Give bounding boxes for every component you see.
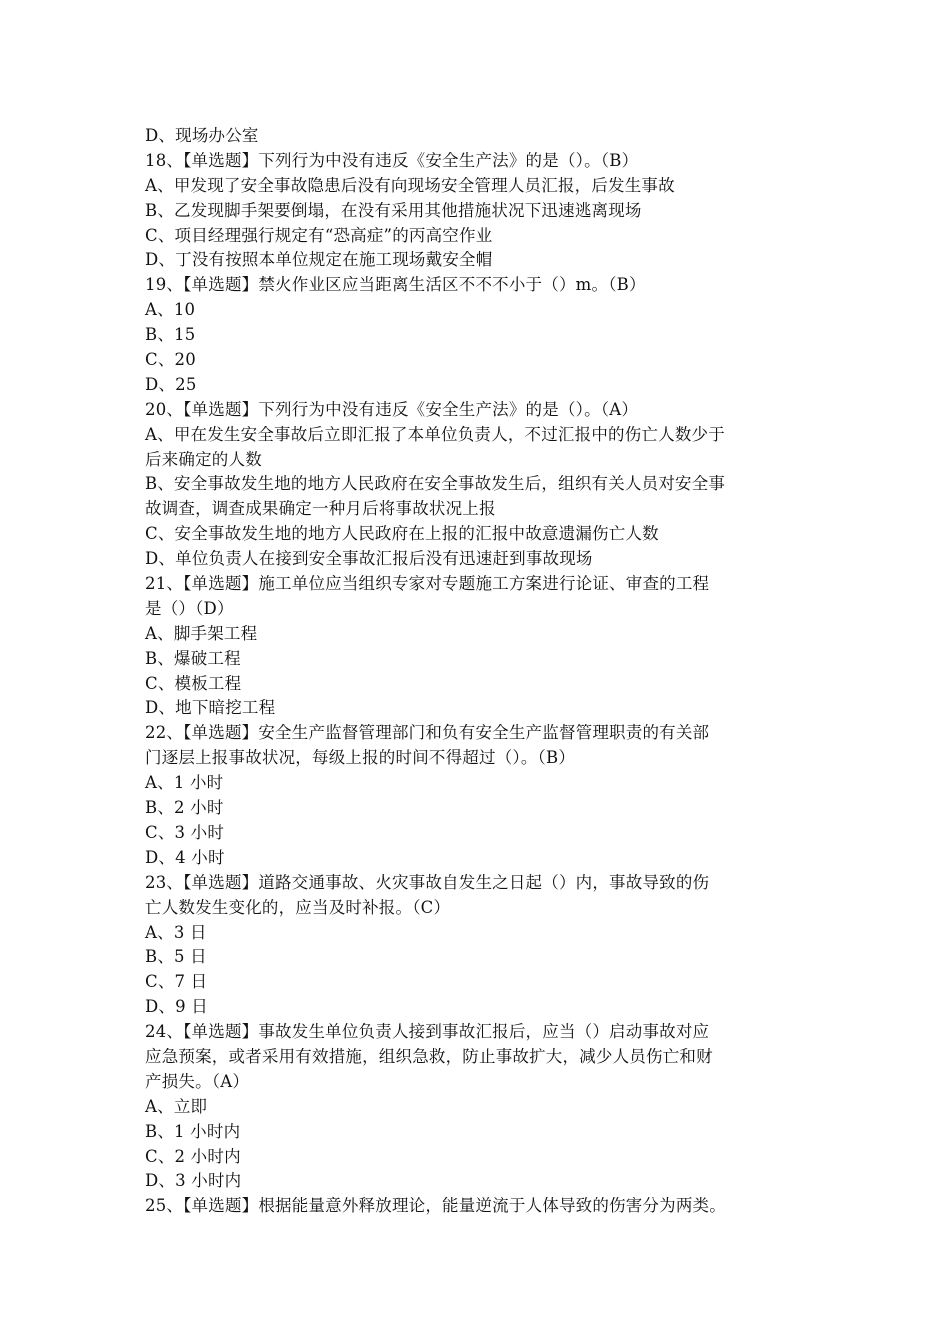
option-c: C、3 小时	[145, 822, 225, 842]
question-25: 25、【单选题】根据能量意外释放理论，能量逆流于人体导致的伤害分为两类。	[145, 1196, 726, 1216]
question-21: 21、【单选题】施工单位应当组织专家对专题施工方案进行论证、审查的工程	[145, 574, 710, 594]
option-b: B、1 小时内	[145, 1121, 241, 1141]
option-a: A、10	[145, 300, 196, 320]
text-line: D、现场办公室	[145, 126, 259, 145]
option-c: C、安全事故发生地的地方人民政府在上报的汇报中故意遗漏伤亡人数	[145, 524, 659, 544]
question-23: 23、【单选题】道路交通事故、火灾事故自发生之日起（）内，事故导致的伤	[145, 872, 710, 892]
option-b-continued: 故调查，调查成果确定一种月后将事故状况上报	[145, 499, 496, 519]
option-d: D、地下暗挖工程	[145, 698, 276, 718]
option-a: A、脚手架工程	[145, 623, 258, 643]
option-b: B、乙发现脚手架要倒塌，在没有采用其他措施状况下迅速逃离现场	[145, 200, 642, 220]
document-body	[145, 124, 825, 1219]
option-b: B、5 日	[145, 947, 207, 967]
option-d: D、3 小时内	[145, 1171, 242, 1191]
question-24-continued: 应急预案，或者采用有效措施，组织急救，防止事故扩大，减少人员伤亡和财	[145, 1046, 713, 1066]
option-b: B、2 小时	[145, 798, 224, 818]
question-24: 24、【单选题】事故发生单位负责人接到事故汇报后，应当（）启动事故对应	[145, 1022, 710, 1042]
option-b: B、爆破工程	[145, 648, 241, 668]
question-19: 19、【单选题】禁火作业区应当距离生活区不不不小于（）m。（B）	[145, 275, 646, 295]
option-c: C、20	[145, 350, 196, 370]
option-a: A、3 日	[145, 922, 207, 942]
option-a: A、甲在发生安全事故后立即汇报了本单位负责人，不过汇报中的伤亡人数少于	[145, 424, 725, 444]
option-c: C、7 日	[145, 972, 208, 992]
question-23-continued: 亡人数发生变化的，应当及时补报。（C）	[145, 897, 451, 917]
option-b: B、15	[145, 325, 196, 345]
option-a: A、立即	[145, 1096, 208, 1116]
question-24-continued: 产损失。（A）	[145, 1071, 250, 1091]
question-20: 20、【单选题】下列行为中没有违反《安全生产法》的是（）。（A）	[145, 399, 639, 419]
option-a-continued: 后来确定的人数	[145, 449, 262, 469]
option-c: C、2 小时内	[145, 1146, 241, 1166]
question-22-continued: 门逐层上报事故状况，每级上报的时间不得超过（）。（B）	[145, 748, 576, 768]
question-18: 18、【单选题】下列行为中没有违反《安全生产法》的是（）。（B）	[145, 150, 639, 170]
option-a: A、1 小时	[145, 773, 224, 793]
option-d: D、单位负责人在接到安全事故汇报后没有迅速赶到事故现场	[145, 549, 593, 569]
option-a: A、甲发现了安全事故隐患后没有向现场安全管理人员汇报，后发生事故	[145, 175, 675, 195]
option-c: C、项目经理强行规定有“恐高症”的丙高空作业	[145, 225, 493, 245]
option-b: B、安全事故发生地的地方人民政府在安全事故发生后，组织有关人员对安全事	[145, 474, 726, 494]
option-d: D、9 日	[145, 997, 208, 1017]
question-21-continued: 是（）（D）	[145, 598, 234, 618]
option-d: D、4 小时	[145, 847, 225, 867]
option-c: C、模板工程	[145, 673, 242, 693]
option-d: D、25	[145, 374, 197, 394]
option-d: D、丁没有按照本单位规定在施工现场戴安全帽	[145, 250, 493, 270]
question-22: 22、【单选题】安全生产监督管理部门和负有安全生产监督管理职责的有关部	[145, 723, 710, 743]
